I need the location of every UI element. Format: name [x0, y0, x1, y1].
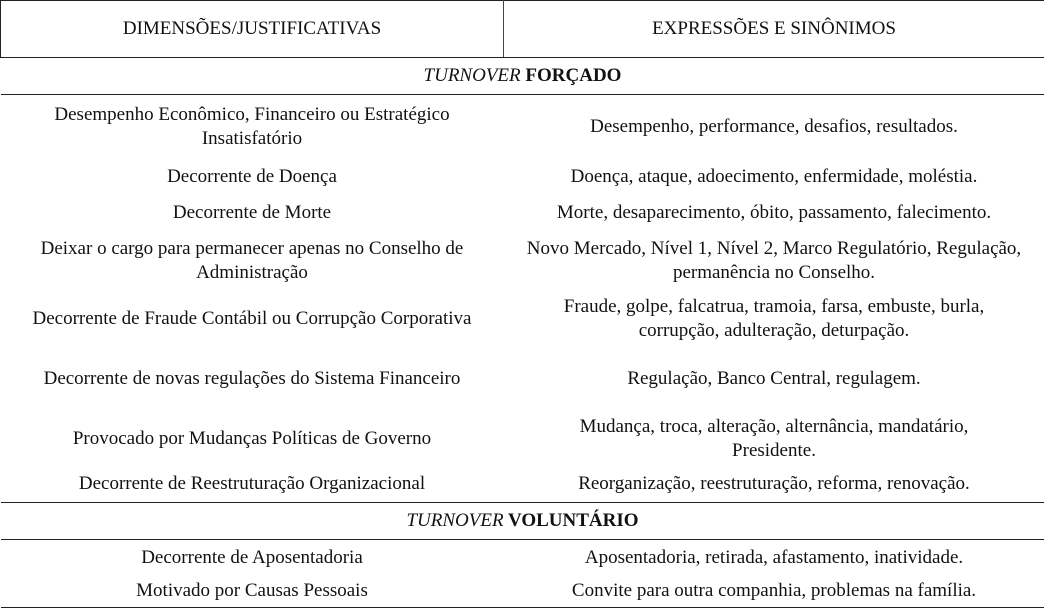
dimension-cell: Decorrente de Aposentadoria — [141, 546, 363, 568]
section-title-rest: FORÇADO — [520, 65, 622, 86]
dimension-cell: Deixar o cargo para permanecer apenas no Conselho de Administração — [40, 237, 464, 283]
expressions-cell: Doença, ataque, adoecimento, enfermidade, moléstia. — [570, 165, 978, 187]
table-row — [1, 347, 1044, 411]
section-title — [1, 503, 1044, 540]
dimension-cell: Provocado por Mudanças Políticas de Governo — [72, 427, 432, 449]
section-title-rest: VOLUNTÁRIO — [503, 510, 639, 531]
expressions-cell: Fraude, golpe, falcatrua, tramoia, farsa, embuste, burla, corrupção, adulteração, deturpação. — [563, 295, 985, 341]
table-row — [1, 195, 1044, 231]
dimension-cell: Decorrente de Fraude Contábil ou Corrupção Corporativa — [32, 307, 472, 329]
expressions-cell: Mudança, troca, alteração, alternância, mandatário, Presidente. — [579, 415, 969, 461]
dimension-cell: Decorrente de Morte — [172, 201, 332, 223]
column-header-dimensions: DIMENSÕES/JUSTIFICATIVAS — [1, 1, 504, 58]
table-row — [1, 540, 1044, 576]
table-row — [1, 291, 1044, 347]
expressions-cell: Aposentadoria, retirada, afastamento, inatividade. — [584, 546, 964, 568]
section-title — [1, 58, 1044, 95]
expressions-cell: Convite para outra companhia, problemas na família. — [504, 576, 1044, 608]
table-row — [1, 231, 1044, 291]
expressions-cell: Reorganização, reestruturação, reforma, renovação. — [578, 473, 970, 495]
section-title-italic: TURNOVER — [406, 510, 504, 531]
table-row — [1, 95, 1044, 159]
section-title-italic: TURNOVER — [423, 65, 521, 86]
table-row — [1, 411, 1044, 467]
header-row — [1, 1, 1044, 58]
section-header-forced — [1, 58, 1044, 95]
table-row — [1, 467, 1044, 503]
dimension-cell: Decorrente de Reestruturação Organizacional — [78, 473, 426, 495]
dimension-cell: Decorrente de novas regulações do Sistema Financeiro — [43, 367, 461, 389]
expressions-cell: Morte, desaparecimento, óbito, passamento, falecimento. — [556, 201, 992, 223]
expressions-cell: Regulação, Banco Central, regulagem. — [627, 367, 921, 389]
section-header-voluntary — [1, 503, 1044, 540]
column-header-expressions: EXPRESSÕES E SINÔNIMOS — [504, 1, 1044, 58]
expressions-cell: Desempenho, performance, desafios, resultados. — [590, 115, 958, 137]
dimension-cell: Motivado por Causas Pessoais — [1, 576, 504, 608]
dimension-cell: Decorrente de Doença — [167, 165, 337, 187]
expressions-cell: Novo Mercado, Nível 1, Nível 2, Marco Regulatório, Regulação, permanência no Conselho. — [526, 237, 1022, 283]
dimension-cell: Desempenho Econômico, Financeiro ou Estratégico Insatisfatório — [54, 103, 450, 149]
table-row — [1, 576, 1044, 608]
table-row — [1, 159, 1044, 195]
